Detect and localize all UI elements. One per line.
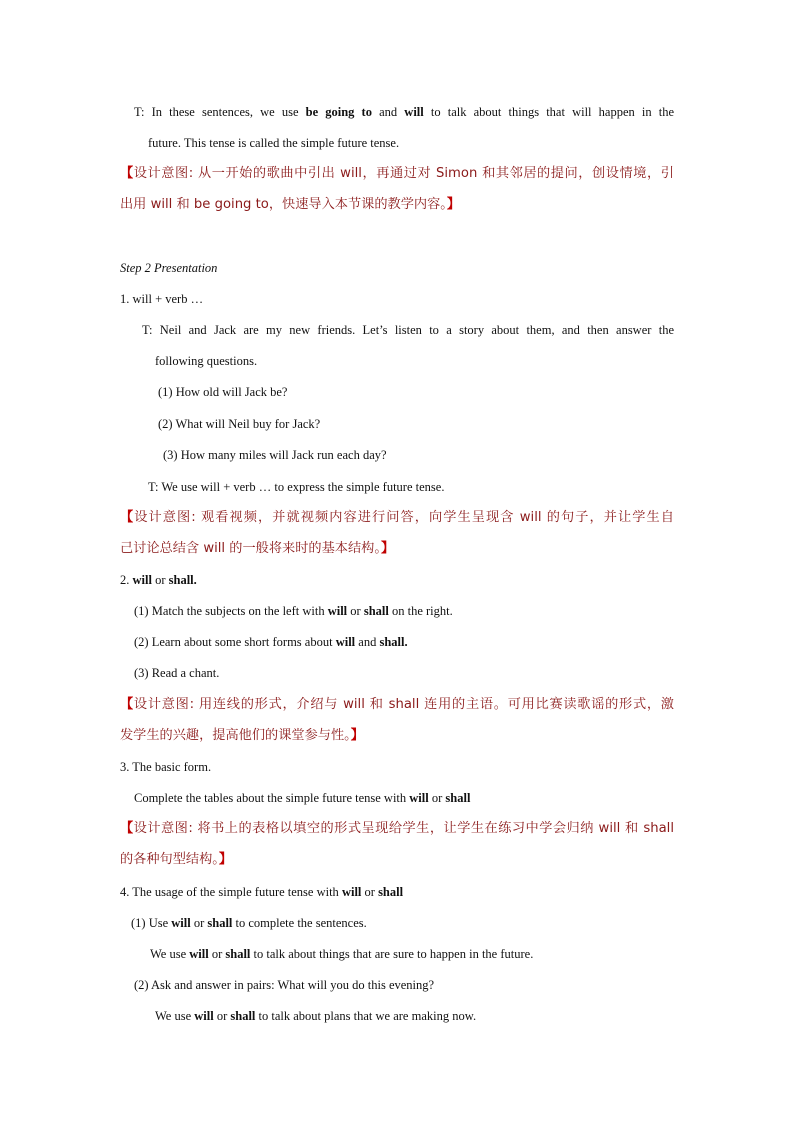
- section-1-summary: T: We use will + verb … to express the simple future tense.: [148, 480, 445, 494]
- section-2-item-2: (2) Learn about some short forms about will and shall.: [134, 635, 408, 649]
- design-note-2: 【设计意图: 观看视频，并就视频内容进行问答，向学生呈现含 will 的句子，并让学生自: [120, 510, 674, 525]
- design-note-3: 【设计意图: 用连线的形式，介绍与 will 和 shall 连用的主语。可用比赛读歌谣的形式，激: [120, 697, 674, 712]
- question-1: (1) How old will Jack be?: [158, 385, 288, 399]
- section-1-title: 1. will + verb …: [120, 292, 204, 306]
- step-heading: Step 2 Presentation: [120, 261, 218, 275]
- section-1-teacher-line-cont: following questions.: [155, 354, 258, 368]
- section-2-title: 2. will or shall.: [120, 573, 197, 587]
- question-3: (3) How many miles will Jack run each day?: [163, 448, 387, 462]
- section-4-item-2: (2) Ask and answer in pairs: What will you do this evening?: [134, 978, 435, 992]
- intro-line-1: T: In these sentences, we use be going to and will to talk about things that will happen in the: [134, 105, 674, 119]
- section-1-teacher-line: T: Neil and Jack are my new friends. Let’s listen to a story about them, and then answer the: [142, 323, 674, 337]
- design-label: 设计意图:: [133, 697, 195, 712]
- section-3-title: 3. The basic form.: [120, 760, 212, 774]
- design-label: 设计意图:: [133, 166, 194, 181]
- section-4-item-1-note: We use will or shall to talk about things that are sure to happen in the future.: [150, 947, 534, 961]
- section-2-item-3: (3) Read a chant.: [134, 666, 220, 680]
- section-2-item-1: (1) Match the subjects on the left with will or shall on the right.: [134, 604, 453, 618]
- design-label: 设计意图:: [133, 821, 193, 836]
- section-4-item-1: (1) Use will or shall to complete the sentences.: [131, 916, 367, 930]
- design-note-3-cont: 发学生的兴趣，提高他们的课堂参与性。】: [120, 728, 364, 743]
- section-4-item-2-note: We use will or shall to talk about plans that we are making now.: [155, 1009, 477, 1023]
- section-4-title: 4. The usage of the simple future tense with will or shall: [120, 885, 404, 899]
- intro-line-2: future. This tense is called the simple future tense.: [148, 136, 400, 150]
- design-note-4: 【设计意图: 将书上的表格以填空的形式呈现给学生，让学生在练习中学会归纳 will 和 shall: [120, 821, 674, 836]
- design-note-1: 【设计意图: 从一开始的歌曲中引出 will，再通过对 Simon 和其邻居的提问，创设情境，引: [120, 166, 674, 181]
- design-note-1-cont: 出用 will 和 be going to，快速导入本节课的教学内容。】: [120, 197, 461, 212]
- question-2: (2) What will Neil buy for Jack?: [158, 417, 321, 431]
- design-label: 设计意图:: [134, 510, 196, 525]
- section-3-body: Complete the tables about the simple future tense with will or shall: [134, 791, 471, 805]
- design-note-4-cont: 的各种句型结构。】: [120, 852, 233, 867]
- design-note-2-cont: 己讨论总结含 will 的一般将来时的基本结构。】: [120, 541, 395, 556]
